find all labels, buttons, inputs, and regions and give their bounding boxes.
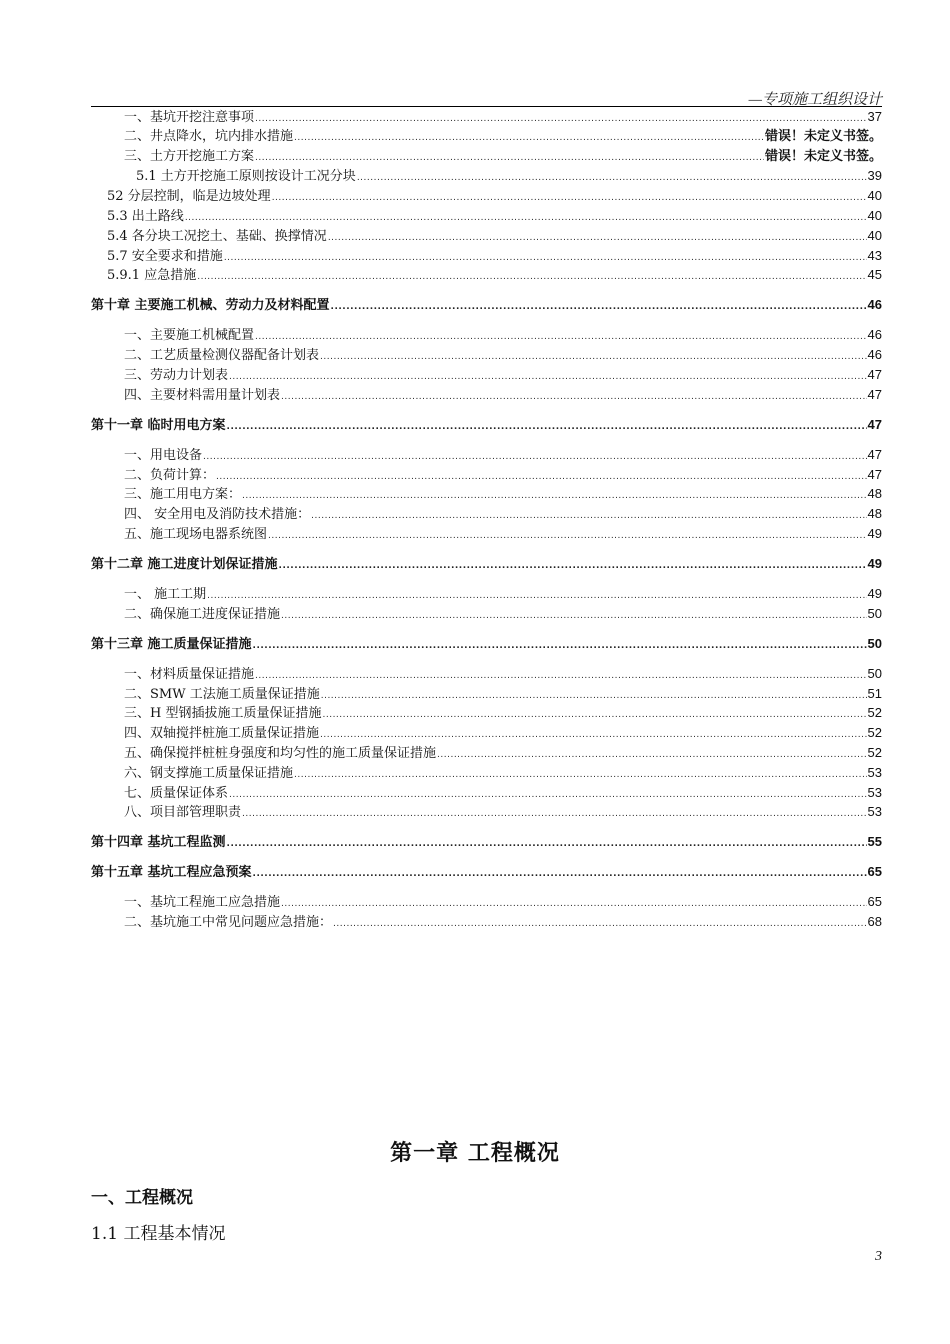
toc-entry-title: 第十四章 基坑工程监测 (91, 835, 226, 851)
toc-entry-page: 40 (867, 227, 882, 243)
toc-chapter-entry[interactable] (91, 863, 882, 881)
toc-entry[interactable] (91, 585, 882, 603)
toc-entry-title: 第十章 主要施工机械、劳动力及材料配置 (91, 298, 330, 314)
toc-leader-dots (253, 865, 867, 883)
toc-leader-dots (272, 189, 867, 207)
toc-leader-dots (255, 667, 867, 685)
toc-entry[interactable] (91, 207, 882, 225)
header-rule (91, 106, 882, 107)
toc-entry-page: 55 (867, 834, 882, 850)
toc-entry[interactable] (91, 227, 882, 245)
toc-entry[interactable] (91, 744, 882, 762)
toc-entry-page: 49 (867, 556, 882, 571)
chapter-title: 第一章 工程概况 (390, 1140, 560, 1166)
toc-entry-page: 40 (867, 208, 882, 223)
toc-entry-title: 三、施工用电方案： (124, 487, 242, 503)
toc-entry[interactable] (91, 167, 882, 185)
toc-entry-title: 一、主要施工机械配置 (124, 328, 255, 344)
toc-leader-dots (255, 328, 867, 346)
toc-leader-dots (333, 915, 867, 933)
toc-entry-title: 五、确保搅拌桩桩身强度和均匀性的施工质量保证措施 (124, 746, 437, 761)
toc-leader-dots (216, 468, 867, 486)
toc-entry-title: 5.1 土方开挖施工原则按设计工况分块 (136, 169, 356, 185)
toc-entry-page: 51 (867, 685, 882, 701)
toc-entry[interactable] (91, 346, 882, 364)
toc-chapter-entry[interactable] (91, 555, 882, 573)
toc-leader-dots (281, 607, 867, 625)
toc-entry-page: 48 (867, 506, 882, 522)
toc-entry-page: 47 (867, 446, 882, 462)
toc-entry-page: 50 (867, 605, 882, 621)
toc-entry-page: 50 (867, 665, 882, 681)
toc-entry-title: 二、确保施工进度保证措施 (124, 606, 281, 622)
toc-entry-page: 错误！未定义书签。 (764, 148, 882, 164)
toc-entry-page: 65 (867, 864, 882, 880)
toc-entry-title: 六、钢支撑施工质量保证措施 (124, 765, 294, 781)
toc-entry-page: 错误！未定义书签。 (764, 128, 882, 144)
toc-leader-dots (328, 229, 867, 247)
toc-leader-dots (242, 805, 867, 823)
toc-entry[interactable] (91, 665, 882, 683)
toc-entry[interactable] (91, 187, 882, 205)
toc-entry-page: 46 (867, 347, 882, 363)
toc-entry-title: 二、SMW 工法施工质量保证措施 (124, 686, 320, 702)
page-number: 3 (875, 1249, 882, 1264)
toc-entry-page: 37 (867, 109, 882, 124)
toc-entry[interactable] (91, 784, 882, 802)
toc-entry-title: 5.3 出土路线 (107, 209, 184, 224)
toc-leader-dots (311, 507, 866, 525)
toc-entry[interactable] (91, 366, 882, 384)
toc-entry[interactable] (91, 893, 882, 911)
toc-entry[interactable] (91, 128, 882, 146)
toc-leader-dots (279, 557, 867, 575)
toc-chapter-entry[interactable] (91, 833, 882, 851)
toc-leader-dots (197, 268, 866, 286)
toc-chapter-entry[interactable] (91, 416, 882, 434)
toc-entry-page: 47 (867, 386, 882, 402)
toc-entry[interactable] (91, 704, 882, 722)
toc-leader-dots (357, 169, 867, 187)
toc-leader-dots (294, 129, 764, 147)
toc-entry-page: 52 (867, 725, 882, 741)
toc-entry-title: 三、劳动力计划表 (124, 368, 229, 383)
toc-entry[interactable] (91, 386, 882, 404)
toc-entry[interactable] (91, 605, 882, 623)
toc-entry-title: 一、材料质量保证措施 (124, 666, 255, 682)
toc-entry-page: 47 (867, 466, 882, 482)
toc-entry-title: 四、双轴搅拌桩施工质量保证措施 (124, 726, 320, 742)
toc-entry[interactable] (91, 266, 882, 284)
toc-entry-title: 一、 施工工期 (124, 587, 207, 602)
toc-entry[interactable] (91, 148, 882, 166)
toc-entry[interactable] (91, 724, 882, 742)
running-header: —专项施工组织设计 (748, 92, 882, 108)
toc-entry-title: 一、基坑工程施工应急措施 (124, 895, 281, 911)
toc-chapter-entry[interactable] (91, 635, 882, 653)
toc-entry-title: 四、 安全用电及消防技术措施： (124, 507, 311, 523)
toc-entry-page: 65 (867, 894, 882, 910)
toc-entry-page: 49 (867, 526, 882, 541)
toc-entry-page: 45 (867, 267, 882, 283)
toc-entry-page: 53 (867, 804, 882, 820)
toc-entry-title: 一、基坑开挖注意事项 (124, 110, 255, 125)
toc-entry[interactable] (91, 913, 882, 931)
toc-entry-title: 二、工艺质量检测仪器配备计划表 (124, 348, 320, 364)
toc-entry-page: 47 (867, 367, 882, 382)
section-title: 一、工程概况 (91, 1188, 193, 1208)
toc-leader-dots (321, 687, 867, 705)
toc-leader-dots (227, 418, 867, 436)
toc-leader-dots (227, 835, 867, 853)
toc-entry[interactable] (91, 108, 882, 126)
toc-entry-title: 5.9.1 应急措施 (107, 268, 197, 284)
toc-leader-dots (281, 388, 867, 406)
toc-entry-title: 5.4 各分块工况挖土、基础、换撑情况 (107, 228, 327, 244)
toc-entry-page: 48 (867, 486, 882, 502)
subsection-title: 1.1 工程基本情况 (91, 1224, 226, 1244)
toc-entry[interactable] (91, 485, 882, 503)
toc-leader-dots (224, 249, 867, 267)
toc-entry-title: 三、土方开挖施工方案 (124, 148, 255, 164)
toc-entry-title: 第十三章 施工质量保证措施 (91, 636, 252, 652)
toc-entry-page: 46 (867, 327, 882, 343)
toc-entry[interactable] (91, 803, 882, 821)
toc-entry-title: 三、H 型钢插拔施工质量保证措施 (124, 706, 322, 722)
toc-entry[interactable] (91, 247, 882, 265)
toc-entry-page: 52 (867, 705, 882, 721)
toc-entry[interactable] (91, 326, 882, 344)
toc-entry-page: 49 (867, 586, 882, 601)
toc-entry[interactable] (91, 466, 882, 484)
toc-entry[interactable] (91, 525, 882, 543)
toc-entry-page: 47 (867, 416, 882, 432)
toc-leader-dots (322, 706, 866, 724)
toc-leader-dots (294, 766, 867, 784)
toc-entry-page: 53 (867, 784, 882, 800)
toc-entry[interactable] (91, 446, 882, 464)
toc-entry-title: 五、施工现场电器系统图 (124, 527, 268, 542)
toc-entry-page: 68 (867, 914, 882, 930)
toc-entry-title: 四、主要材料需用量计划表 (124, 387, 281, 403)
toc-entry-title: 二、井点降水，坑内排水措施 (124, 128, 294, 144)
toc-entry-title: 二、基坑施工中常见问题应急措施： (124, 915, 333, 931)
toc-entry[interactable] (91, 685, 882, 703)
toc-leader-dots (281, 895, 867, 913)
toc-entry-title: 第十五章 基坑工程应急预案 (91, 865, 252, 881)
toc-leader-dots (268, 527, 867, 545)
toc-entry[interactable] (91, 764, 882, 782)
toc-leader-dots (320, 726, 867, 744)
toc-entry-page: 52 (867, 745, 882, 760)
toc-entry-page: 43 (867, 247, 882, 263)
toc-entry-page: 40 (867, 188, 882, 204)
toc-leader-dots (437, 746, 867, 764)
toc-leader-dots (320, 348, 867, 366)
toc-leader-dots (207, 587, 866, 605)
toc-entry-page: 39 (867, 168, 882, 184)
toc-leader-dots (229, 368, 867, 386)
toc-entry-page: 50 (867, 635, 882, 651)
toc-entry-title: 5.7 安全要求和措施 (107, 248, 223, 264)
toc-entry-page: 46 (867, 297, 882, 313)
toc-leader-dots (253, 637, 867, 655)
toc-chapter-entry[interactable] (91, 296, 882, 314)
toc-leader-dots (203, 448, 867, 466)
toc-leader-dots (331, 298, 867, 316)
toc-entry-title: 第十一章 临时用电方案 (91, 417, 226, 433)
toc-entry[interactable] (91, 505, 882, 523)
toc-leader-dots (242, 487, 867, 505)
toc-entry-title: 七、质量保证体系 (124, 785, 229, 801)
toc-entry-page: 53 (867, 764, 882, 780)
toc-entry-title: 52 分层控制，临是边坡处理 (107, 189, 271, 205)
toc-entry-title: 一、用电设备 (124, 447, 203, 463)
toc-leader-dots (185, 209, 867, 227)
toc-entry-title: 八、项目部管理职责 (124, 805, 242, 821)
toc-leader-dots (229, 786, 867, 804)
toc-entry-title: 第十二章 施工进度计划保证措施 (91, 557, 278, 572)
toc-entry-title: 二、负荷计算： (124, 467, 216, 483)
toc-leader-dots (255, 149, 764, 167)
toc-leader-dots (255, 110, 867, 128)
